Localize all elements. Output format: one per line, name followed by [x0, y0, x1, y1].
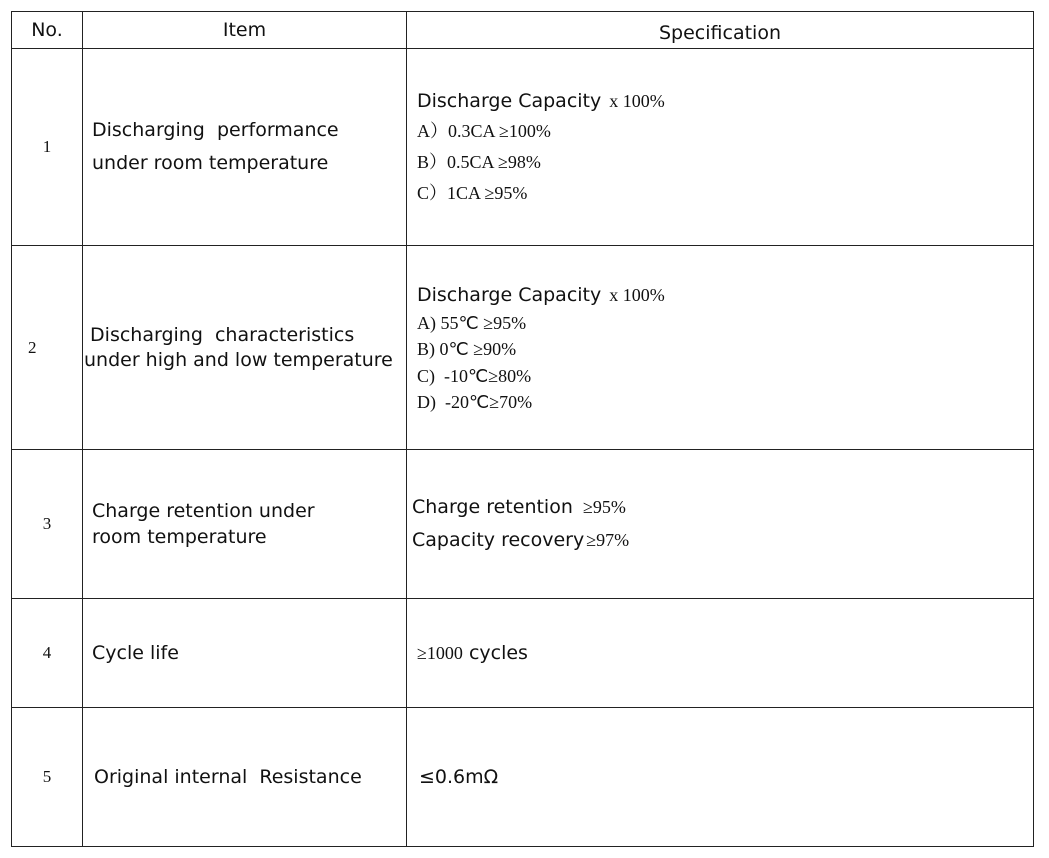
spec-line [412, 491, 1033, 524]
table-row [12, 708, 1034, 847]
spec-cell [407, 599, 1034, 708]
spec-label: Capacity recovery [412, 529, 585, 551]
spec-unit: cycles [468, 641, 528, 664]
spec-cell [407, 246, 1034, 450]
row-number: 3 [12, 450, 83, 599]
row-number: 5 [12, 708, 83, 847]
spec-heading [417, 86, 1033, 116]
item-cell [83, 49, 407, 246]
item-text-line: Discharging performance [92, 119, 339, 141]
item-text-line: Original internal Resistance [94, 765, 362, 788]
item-cell [83, 450, 407, 599]
spec-option: B) 0℃ ≥90% [417, 339, 517, 359]
item-text-line: under high and low temperature [84, 348, 393, 371]
spec-cell [407, 450, 1034, 599]
spec-option: B）0.5CA ≥98% [417, 151, 541, 172]
row-number: 2 [12, 246, 83, 450]
item-cell [83, 246, 407, 450]
spec-heading-multiplier: x 100% [609, 284, 665, 305]
item-text-line: Discharging characteristics [84, 323, 355, 346]
spec-heading-label: Discharge Capacity [417, 283, 602, 306]
spec-value: ≥97% [586, 530, 630, 550]
header-item: Item [83, 12, 407, 49]
spec-cell [407, 49, 1034, 246]
spec-line [412, 524, 1033, 557]
row-number: 1 [12, 49, 83, 246]
spec-label: Charge retention [412, 496, 573, 518]
item-text-line: under room temperature [92, 152, 329, 174]
item-text-line: Charge retention under [92, 500, 315, 522]
spec-line [417, 637, 1033, 670]
spec-value: ≥95% [582, 497, 626, 517]
spec-value: ≥1000 [417, 642, 463, 663]
table-row [12, 450, 1034, 599]
item-cell [83, 708, 407, 847]
header-row [12, 12, 1034, 49]
item-cell [83, 599, 407, 708]
spec-option: A）0.3CA ≥100% [417, 120, 551, 141]
item-text-line: Cycle life [92, 641, 179, 664]
spec-option: A) 55℃ ≥95% [417, 312, 527, 333]
spec-heading-label: Discharge Capacity [417, 89, 602, 112]
row-number: 4 [12, 599, 83, 708]
header-no: No. [12, 12, 83, 49]
header-specification: Specification [407, 12, 1034, 49]
specification-table [11, 11, 1034, 847]
table-row [12, 599, 1034, 708]
spec-value: ≤0.6mΩ [419, 765, 499, 788]
spec-heading-multiplier: x 100% [609, 90, 665, 111]
table-row [12, 246, 1034, 450]
spec-option: D) -20℃≥70% [417, 392, 533, 412]
spec-cell [407, 708, 1034, 847]
spec-option: C）1CA ≥95% [417, 182, 528, 203]
item-text-line: room temperature [92, 526, 267, 548]
spec-option: C) -10℃≥80% [417, 365, 532, 386]
spec-heading [417, 280, 1033, 310]
table-row [12, 49, 1034, 246]
